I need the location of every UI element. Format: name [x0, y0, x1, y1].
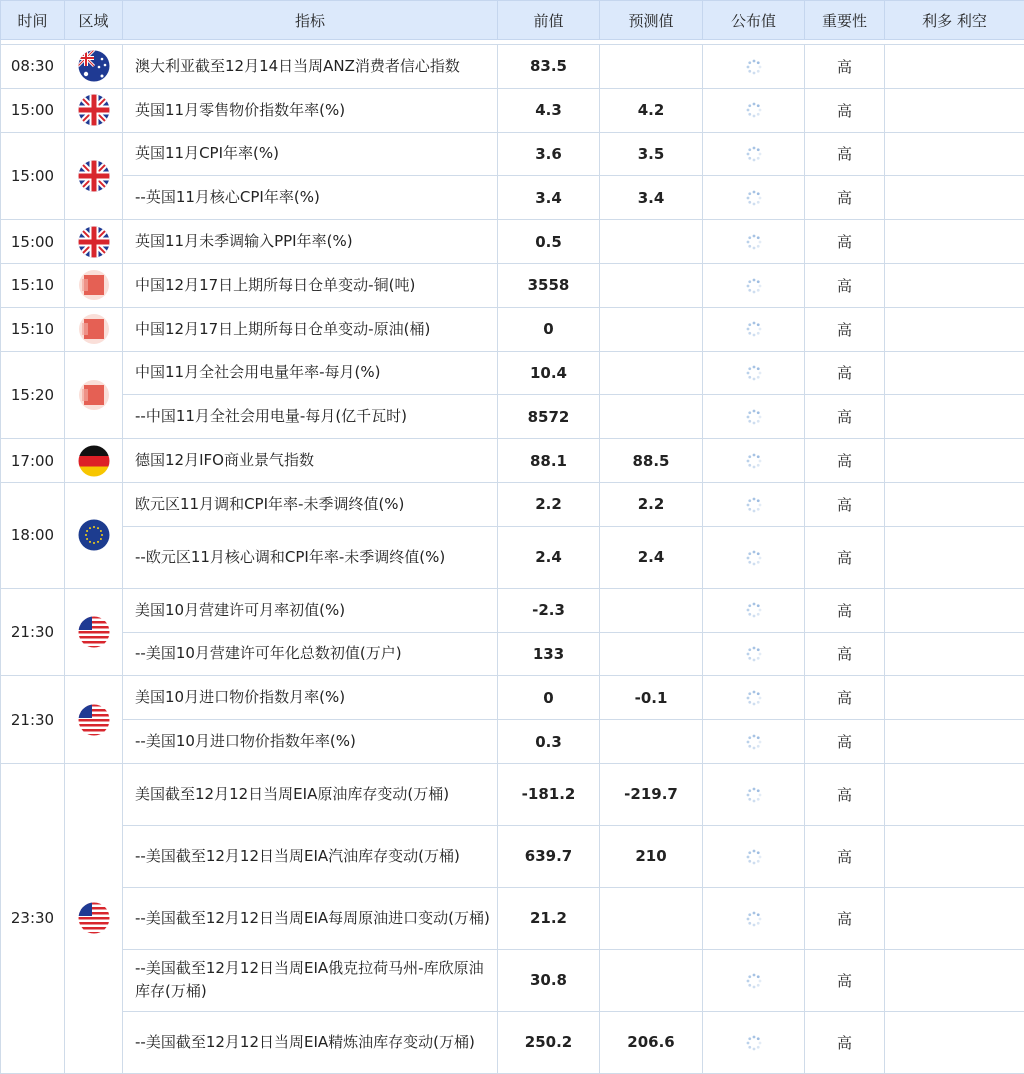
- previous-value: 0: [498, 307, 600, 351]
- table-row: [1, 632, 1024, 676]
- previous-value: 0: [498, 676, 600, 720]
- actual-value-cell: [703, 263, 805, 307]
- region-cell: [65, 45, 123, 89]
- previous-value: 83.5: [498, 45, 600, 89]
- usa-flag-icon: [78, 902, 110, 934]
- region-cell: [65, 263, 123, 307]
- forecast-value: 3.4: [600, 176, 703, 220]
- previous-value: 4.3: [498, 88, 600, 132]
- indicator-name[interactable]: --欧元区11月核心调和CPI年率-未季调终值(%): [123, 526, 498, 588]
- region-cell: [65, 439, 123, 483]
- actual-value-cell: [703, 526, 805, 588]
- importance-level: 高: [805, 439, 885, 483]
- importance-level: 高: [805, 132, 885, 176]
- actual-value-cell: [703, 439, 805, 483]
- forecast-value: [600, 263, 703, 307]
- effect-cell: [885, 825, 1024, 887]
- actual-value-cell: [703, 887, 805, 949]
- effect-cell: [885, 439, 1024, 483]
- table-row: [1, 676, 1024, 720]
- effect-cell: [885, 88, 1024, 132]
- importance-level: 高: [805, 763, 885, 825]
- previous-value: 30.8: [498, 949, 600, 1011]
- event-time: 18:00: [1, 482, 65, 588]
- actual-value-cell: [703, 825, 805, 887]
- indicator-name[interactable]: --美国截至12月12日当周EIA每周原油进口变动(万桶): [123, 887, 498, 949]
- table-row: [1, 263, 1024, 307]
- indicator-name[interactable]: --中国11月全社会用电量-每月(亿千瓦时): [123, 395, 498, 439]
- col-header-actual: 公布值: [703, 1, 805, 40]
- loading-spinner-icon: [745, 910, 763, 928]
- china-flag-icon: [78, 269, 110, 301]
- table-row: [1, 176, 1024, 220]
- col-header-forecast: 预测值: [600, 1, 703, 40]
- effect-cell: [885, 482, 1024, 526]
- region-cell: [65, 482, 123, 588]
- table-row: [1, 307, 1024, 351]
- col-header-effect: 利多 利空: [885, 1, 1024, 40]
- loading-spinner-icon: [745, 972, 763, 990]
- indicator-name[interactable]: --美国截至12月12日当周EIA俄克拉荷马州-库欣原油库存(万桶): [123, 949, 498, 1011]
- table-row: [1, 825, 1024, 887]
- loading-spinner-icon: [745, 496, 763, 514]
- table-row: [1, 45, 1024, 89]
- region-cell: [65, 588, 123, 676]
- event-time: 15:00: [1, 88, 65, 132]
- previous-value: 3.6: [498, 132, 600, 176]
- uk-flag-icon: [78, 226, 110, 258]
- event-time: 23:30: [1, 763, 65, 1073]
- table-row: [1, 763, 1024, 825]
- eu-flag-icon: [78, 519, 110, 551]
- actual-value-cell: [703, 395, 805, 439]
- previous-value: 10.4: [498, 351, 600, 395]
- importance-level: 高: [805, 263, 885, 307]
- forecast-value: [600, 220, 703, 264]
- effect-cell: [885, 351, 1024, 395]
- china-flag-icon: [78, 379, 110, 411]
- forecast-value: 206.6: [600, 1011, 703, 1073]
- importance-level: 高: [805, 88, 885, 132]
- loading-spinner-icon: [745, 408, 763, 426]
- actual-value-cell: [703, 949, 805, 1011]
- forecast-value: -219.7: [600, 763, 703, 825]
- importance-level: 高: [805, 676, 885, 720]
- usa-flag-icon: [78, 616, 110, 648]
- table-row: [1, 887, 1024, 949]
- actual-value-cell: [703, 720, 805, 764]
- importance-level: 高: [805, 45, 885, 89]
- uk-flag-icon: [78, 160, 110, 192]
- col-header-indicator: 指标: [123, 1, 498, 40]
- region-cell: [65, 88, 123, 132]
- event-time: 21:30: [1, 588, 65, 676]
- australia-flag-icon: [78, 50, 110, 82]
- forecast-value: [600, 887, 703, 949]
- loading-spinner-icon: [745, 733, 763, 751]
- loading-spinner-icon: [745, 364, 763, 382]
- region-cell: [65, 132, 123, 220]
- loading-spinner-icon: [745, 189, 763, 207]
- table-row: [1, 482, 1024, 526]
- effect-cell: [885, 588, 1024, 632]
- previous-value: 0.5: [498, 220, 600, 264]
- region-cell: [65, 351, 123, 439]
- loading-spinner-icon: [745, 277, 763, 295]
- table-row: [1, 220, 1024, 264]
- effect-cell: [885, 45, 1024, 89]
- loading-spinner-icon: [745, 848, 763, 866]
- indicator-name[interactable]: 澳大利亚截至12月14日当周ANZ消费者信心指数: [123, 45, 498, 89]
- loading-spinner-icon: [745, 58, 763, 76]
- effect-cell: [885, 307, 1024, 351]
- loading-spinner-icon: [745, 145, 763, 163]
- table-row: [1, 132, 1024, 176]
- indicator-name[interactable]: 英国11月未季调输入PPI年率(%): [123, 220, 498, 264]
- previous-value: 3.4: [498, 176, 600, 220]
- indicator-name[interactable]: 美国截至12月12日当周EIA原油库存变动(万桶): [123, 763, 498, 825]
- event-time: 17:00: [1, 439, 65, 483]
- event-time: 15:00: [1, 220, 65, 264]
- table-row: [1, 395, 1024, 439]
- actual-value-cell: [703, 132, 805, 176]
- event-time: 15:10: [1, 263, 65, 307]
- importance-level: 高: [805, 632, 885, 676]
- forecast-value: [600, 395, 703, 439]
- event-time: 21:30: [1, 676, 65, 764]
- previous-value: -181.2: [498, 763, 600, 825]
- importance-level: 高: [805, 176, 885, 220]
- importance-level: 高: [805, 526, 885, 588]
- loading-spinner-icon: [745, 320, 763, 338]
- region-cell: [65, 307, 123, 351]
- effect-cell: [885, 887, 1024, 949]
- importance-level: 高: [805, 351, 885, 395]
- forecast-value: [600, 307, 703, 351]
- forecast-value: [600, 632, 703, 676]
- table-row: [1, 720, 1024, 764]
- effect-cell: [885, 263, 1024, 307]
- loading-spinner-icon: [745, 1034, 763, 1052]
- table-row: [1, 351, 1024, 395]
- indicator-name[interactable]: --美国10月营建许可年化总数初值(万户): [123, 632, 498, 676]
- uk-flag-icon: [78, 94, 110, 126]
- previous-value: 8572: [498, 395, 600, 439]
- previous-value: -2.3: [498, 588, 600, 632]
- previous-value: 3558: [498, 263, 600, 307]
- indicator-name[interactable]: 英国11月零售物价指数年率(%): [123, 88, 498, 132]
- forecast-value: [600, 351, 703, 395]
- effect-cell: [885, 676, 1024, 720]
- usa-flag-icon: [78, 704, 110, 736]
- table-row: [1, 526, 1024, 588]
- importance-level: 高: [805, 395, 885, 439]
- indicator-name[interactable]: 美国10月进口物价指数月率(%): [123, 676, 498, 720]
- event-time: 08:30: [1, 45, 65, 89]
- region-cell: [65, 763, 123, 1073]
- actual-value-cell: [703, 220, 805, 264]
- importance-level: 高: [805, 825, 885, 887]
- forecast-value: 4.2: [600, 88, 703, 132]
- col-header-previous: 前值: [498, 1, 600, 40]
- table-row: [1, 439, 1024, 483]
- effect-cell: [885, 632, 1024, 676]
- importance-level: 高: [805, 949, 885, 1011]
- loading-spinner-icon: [745, 101, 763, 119]
- forecast-value: 210: [600, 825, 703, 887]
- event-time: 15:20: [1, 351, 65, 439]
- actual-value-cell: [703, 176, 805, 220]
- table-row: [1, 949, 1024, 1011]
- actual-value-cell: [703, 307, 805, 351]
- region-cell: [65, 676, 123, 764]
- effect-cell: [885, 395, 1024, 439]
- previous-value: 21.2: [498, 887, 600, 949]
- forecast-value: [600, 720, 703, 764]
- table-header-row: [1, 1, 1024, 40]
- indicator-name[interactable]: 美国10月营建许可月率初值(%): [123, 588, 498, 632]
- effect-cell: [885, 526, 1024, 588]
- indicator-name[interactable]: 中国12月17日上期所每日仓单变动-铜(吨): [123, 263, 498, 307]
- importance-level: 高: [805, 1011, 885, 1073]
- actual-value-cell: [703, 45, 805, 89]
- previous-value: 0.3: [498, 720, 600, 764]
- loading-spinner-icon: [745, 689, 763, 707]
- importance-level: 高: [805, 588, 885, 632]
- effect-cell: [885, 176, 1024, 220]
- previous-value: 250.2: [498, 1011, 600, 1073]
- effect-cell: [885, 949, 1024, 1011]
- indicator-name[interactable]: --美国10月进口物价指数年率(%): [123, 720, 498, 764]
- forecast-value: 88.5: [600, 439, 703, 483]
- loading-spinner-icon: [745, 786, 763, 804]
- actual-value-cell: [703, 88, 805, 132]
- loading-spinner-icon: [745, 233, 763, 251]
- actual-value-cell: [703, 351, 805, 395]
- loading-spinner-icon: [745, 452, 763, 470]
- actual-value-cell: [703, 763, 805, 825]
- forecast-value: -0.1: [600, 676, 703, 720]
- forecast-value: [600, 45, 703, 89]
- forecast-value: 2.2: [600, 482, 703, 526]
- forecast-value: [600, 588, 703, 632]
- forecast-value: 2.4: [600, 526, 703, 588]
- china-flag-icon: [78, 313, 110, 345]
- event-time: 15:10: [1, 307, 65, 351]
- actual-value-cell: [703, 482, 805, 526]
- event-time: 15:00: [1, 132, 65, 220]
- previous-value: 2.4: [498, 526, 600, 588]
- table-row: [1, 588, 1024, 632]
- indicator-name[interactable]: 中国12月17日上期所每日仓单变动-原油(桶): [123, 307, 498, 351]
- loading-spinner-icon: [745, 549, 763, 567]
- previous-value: 639.7: [498, 825, 600, 887]
- forecast-value: [600, 949, 703, 1011]
- loading-spinner-icon: [745, 645, 763, 663]
- importance-level: 高: [805, 482, 885, 526]
- actual-value-cell: [703, 588, 805, 632]
- loading-spinner-icon: [745, 601, 763, 619]
- indicator-name[interactable]: 英国11月CPI年率(%): [123, 132, 498, 176]
- indicator-name[interactable]: --美国截至12月12日当周EIA汽油库存变动(万桶): [123, 825, 498, 887]
- previous-value: 2.2: [498, 482, 600, 526]
- previous-value: 88.1: [498, 439, 600, 483]
- importance-level: 高: [805, 887, 885, 949]
- effect-cell: [885, 763, 1024, 825]
- previous-value: 133: [498, 632, 600, 676]
- effect-cell: [885, 720, 1024, 764]
- indicator-name[interactable]: --美国截至12月12日当周EIA精炼油库存变动(万桶): [123, 1011, 498, 1073]
- importance-level: 高: [805, 220, 885, 264]
- actual-value-cell: [703, 676, 805, 720]
- region-cell: [65, 220, 123, 264]
- indicator-name[interactable]: 德国12月IFO商业景气指数: [123, 439, 498, 483]
- importance-level: 高: [805, 307, 885, 351]
- germany-flag-icon: [78, 445, 110, 477]
- indicator-name[interactable]: 中国11月全社会用电量年率-每月(%): [123, 351, 498, 395]
- col-header-importance: 重要性: [805, 1, 885, 40]
- col-header-region: 区域: [65, 1, 123, 40]
- col-header-time: 时间: [1, 1, 65, 40]
- indicator-name[interactable]: 欧元区11月调和CPI年率-未季调终值(%): [123, 482, 498, 526]
- importance-level: 高: [805, 720, 885, 764]
- effect-cell: [885, 220, 1024, 264]
- table-row: [1, 88, 1024, 132]
- actual-value-cell: [703, 632, 805, 676]
- effect-cell: [885, 132, 1024, 176]
- indicator-name[interactable]: --英国11月核心CPI年率(%): [123, 176, 498, 220]
- forecast-value: 3.5: [600, 132, 703, 176]
